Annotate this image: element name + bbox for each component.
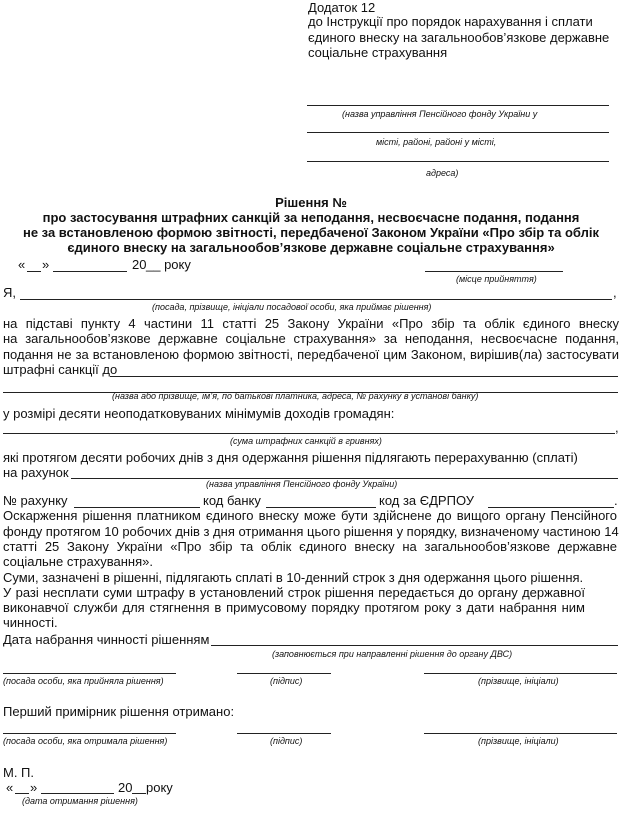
appeal-line-1: Оскарження рішення платником єдиного внеску може бути здійснене до вищого органу Пенсійного	[3, 508, 617, 523]
recv-year-suffix: року	[146, 780, 173, 795]
edrpou-dot: .	[614, 493, 618, 508]
basis-line-3: подання не за встановленою формою звітності, передбаченої цим Законом, вирішив(ла) застосувати	[3, 347, 619, 362]
appendix-line-1: до Інструкції про порядок нарахування і сплати	[308, 14, 593, 29]
appendix-line-2: єдиного внеску на загальнообов’язкове державне	[308, 30, 610, 45]
appeal-line-3: статті 25 Закону України «Про збір та облік єдиного внеску на загальнообов’язкове державне	[3, 539, 617, 554]
caption-office-1: (назва управління Пенсійного фонду України у	[342, 109, 538, 119]
year-suffix: __ року	[146, 257, 191, 272]
caption-signer-name: (прізвище, ініціали)	[478, 676, 559, 686]
day-field[interactable]	[27, 271, 41, 272]
receiver-name-field[interactable]	[424, 733, 617, 734]
transfer-label: які протягом десяти робочих днів з дня одержання рішення підлягають перерахуванню (сплаті)	[3, 450, 578, 465]
caption-pf-office: (назва управління Пенсійного фонду України)	[206, 479, 398, 489]
signer-name-field[interactable]	[424, 673, 617, 674]
caption-amount: (сума штрафних санкцій в гривнях)	[230, 436, 382, 446]
decision-subtitle-3: єдиного внеску на загальнообов’язкове державне соціальне страхування»	[67, 240, 555, 255]
caption-payer: (назва або прізвище, ім’я, по батькові платника, адреса, № рахунку в установі банку)	[112, 391, 479, 401]
edrpou-label: код за ЄДРПОУ	[379, 493, 475, 508]
effective-label: Дата набрання чинності рішенням	[3, 632, 210, 647]
stamp-mark: М. П.	[3, 765, 35, 780]
place-field[interactable]	[425, 271, 563, 272]
official-field[interactable]	[20, 299, 612, 300]
basis-line-2: на загальнообов’язкове державне соціальне страхування» за неподання, несвоєчасне подання,	[3, 331, 619, 346]
recv-quote-open: «	[6, 780, 14, 795]
caption-office-3: адреса)	[426, 168, 459, 178]
unpaid-line-3: чинності.	[3, 615, 58, 630]
unpaid-line-1: У разі несплати суми штрафу в установлений строк рішення передається до органу державної	[3, 585, 585, 600]
caption-place: (місце прийняття)	[456, 274, 537, 284]
office-address-field[interactable]	[307, 161, 609, 162]
signer-signature-field[interactable]	[237, 673, 331, 674]
acc-no-label: № рахунку	[3, 493, 68, 508]
quote-open: «	[18, 257, 26, 272]
office-city-field[interactable]	[307, 132, 609, 133]
appeal-line-4: соціальне страхування».	[3, 554, 153, 569]
caption-receiver-position: (посада особи, яка отримала рішення)	[3, 736, 168, 746]
i-comma: ,	[613, 285, 617, 300]
office-name-field[interactable]	[307, 105, 609, 106]
i-label: Я,	[3, 285, 16, 300]
basis-line-4: штрафні санкції до	[3, 362, 118, 377]
caption-office-2: місті, районі, районі у місті,	[376, 137, 497, 147]
caption-date-received: (дата отримання рішення)	[22, 796, 138, 806]
received-label: Перший примірник рішення отримано:	[3, 704, 235, 719]
recv-day-field[interactable]	[15, 793, 29, 794]
recv-year-prefix: 20	[118, 780, 133, 795]
decision-title: Рішення №	[275, 195, 347, 210]
bank-code-label: код банку	[203, 493, 261, 508]
receiver-position-field[interactable]	[3, 733, 176, 734]
signer-position-field[interactable]	[3, 673, 176, 674]
appendix-line-3: соціальне страхування	[308, 45, 448, 60]
amount-comma: ,	[615, 420, 619, 435]
caption-receiver-signature: (підпис)	[270, 736, 303, 746]
decision-subtitle-2: не за встановленою формою звітності, передбаченої Законом України «Про збір та облік	[22, 225, 600, 240]
recv-quote-close: »	[30, 780, 38, 795]
caption-receiver-name: (прізвище, ініціали)	[478, 736, 559, 746]
pay-text: Суми, зазначені в рішенні, підлягають сплаті в 10-денний строк з дня одержання цього рішення.	[3, 570, 584, 585]
effective-date-field[interactable]	[211, 645, 618, 646]
account-label: на рахунок	[3, 465, 69, 480]
amount-label: у розмірі десяти неоподатковуваних мінімумів доходів громадян:	[3, 406, 395, 421]
amount-field[interactable]	[3, 433, 615, 434]
appeal-line-2: фонду протягом 10 робочих днів з дня отримання цього рішення у порядку, визначеному частиною 14	[3, 524, 619, 539]
appendix-title: Додаток 12	[308, 0, 376, 15]
basis-line-1: на підставі пункту 4 частини 11 статті 25 Закону України «Про збір та облік єдиного внеску	[3, 316, 619, 331]
recv-month-field[interactable]	[41, 793, 114, 794]
decision-subtitle-1: про застосування штрафних санкцій за неподання, несвоєчасне подання, подання	[42, 210, 580, 225]
year-prefix: 20	[132, 257, 147, 272]
caption-signer-position: (посада особи, яка прийняла рішення)	[3, 676, 164, 686]
unpaid-line-2: виконавчої служби для стягнення в примусовому порядку протягом року з дати набрання ним	[3, 600, 585, 615]
receiver-signature-field[interactable]	[237, 733, 331, 734]
recv-year-field[interactable]	[132, 793, 146, 794]
month-field[interactable]	[53, 271, 127, 272]
payer-field[interactable]	[110, 376, 618, 377]
caption-effective: (заповнюється при направленні рішення до органу ДВС)	[272, 649, 513, 659]
caption-official: (посада, прізвище, ініціали посадової особи, яка приймає рішення)	[152, 302, 432, 312]
quote-close: »	[42, 257, 50, 272]
caption-signer-signature: (підпис)	[270, 676, 303, 686]
